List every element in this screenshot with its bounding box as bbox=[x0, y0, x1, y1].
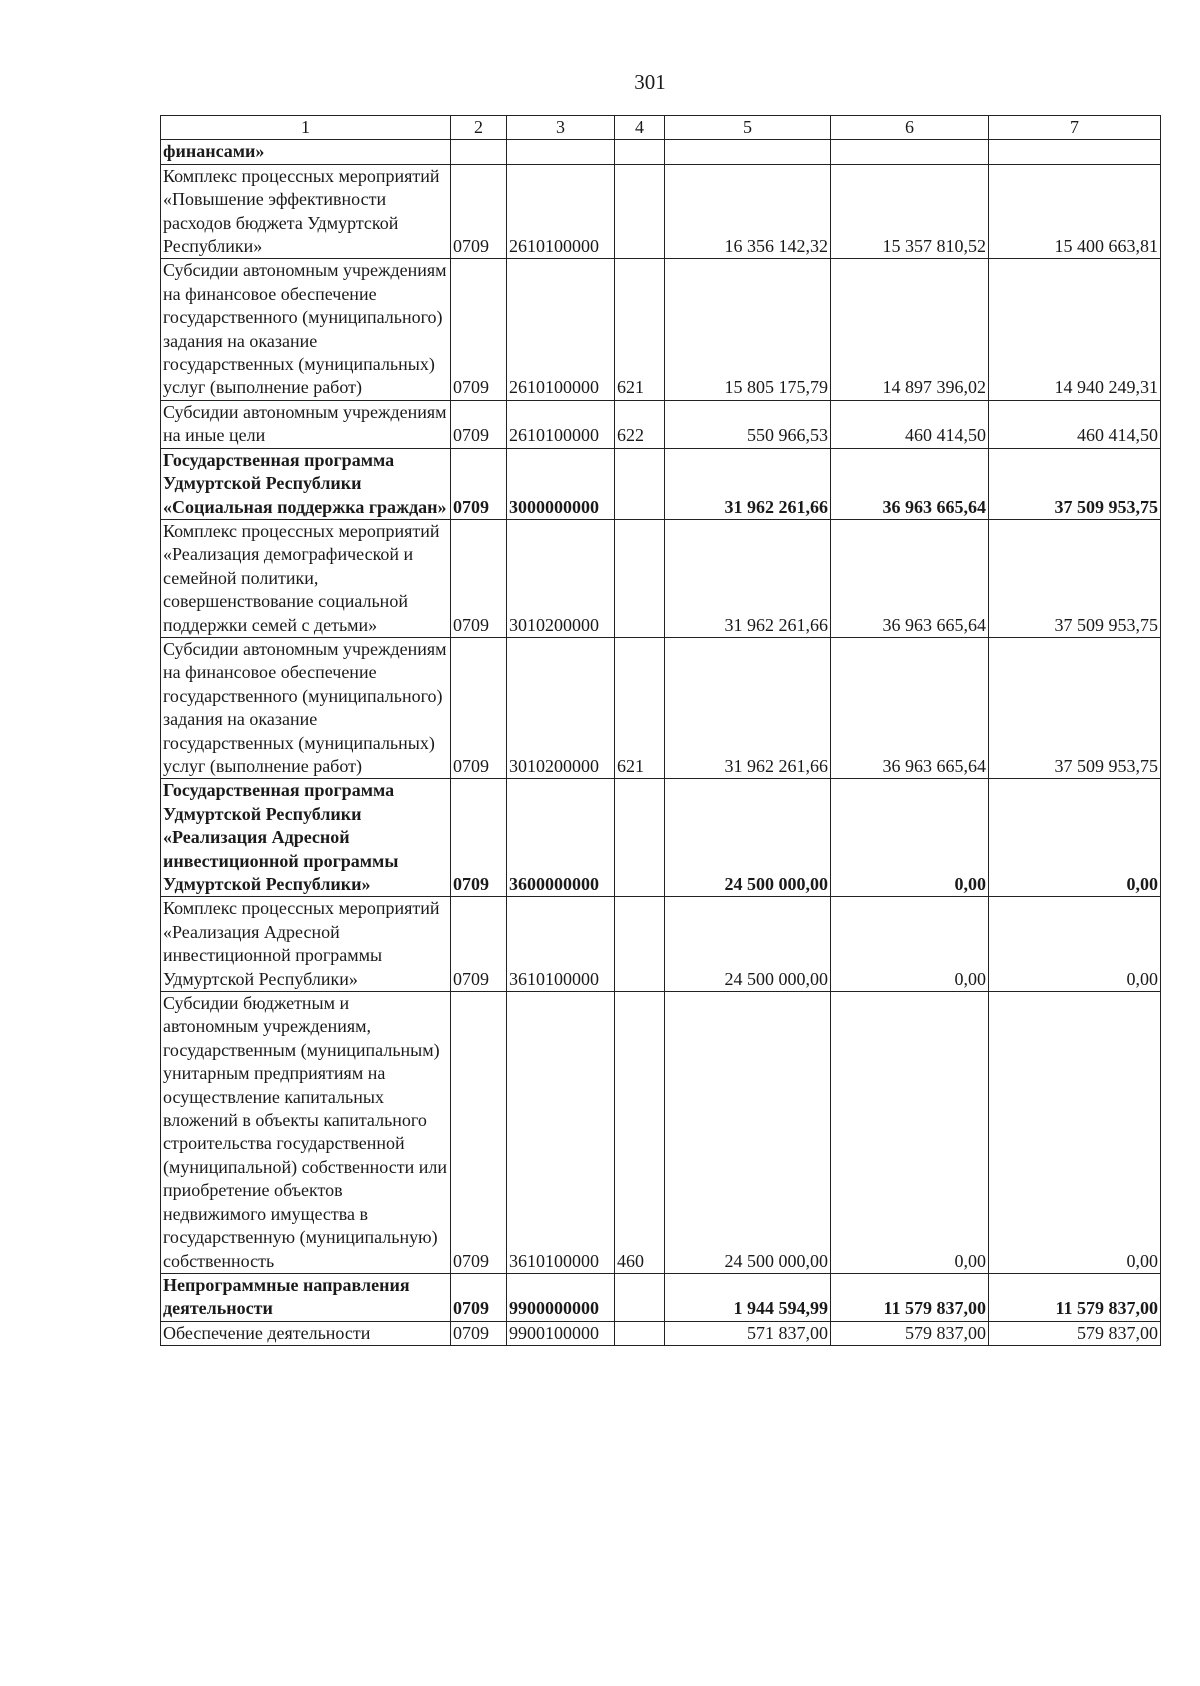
table-row bbox=[161, 779, 1161, 897]
row-name: Государственная программа Удмуртской Республики «Реализация Адресной инвестиционной программы Удмуртской Республики» bbox=[161, 779, 451, 897]
target-article-code: 2610100000 bbox=[507, 164, 615, 259]
expense-type-code bbox=[615, 519, 665, 637]
amount-year-1: 550 966,53 bbox=[665, 400, 831, 448]
table-row bbox=[161, 400, 1161, 448]
amount-year-3: 579 837,00 bbox=[989, 1321, 1161, 1345]
expense-type-code bbox=[615, 1273, 665, 1321]
amount-year-3: 15 400 663,81 bbox=[989, 164, 1161, 259]
target-article-code: 3610100000 bbox=[507, 992, 615, 1274]
amount-year-3: 37 509 953,75 bbox=[989, 448, 1161, 519]
table-row bbox=[161, 1273, 1161, 1321]
expense-type-code: 621 bbox=[615, 259, 665, 400]
section-code: 0709 bbox=[451, 1273, 507, 1321]
row-name: Непрограммные направления деятельности bbox=[161, 1273, 451, 1321]
amount-year-1: 16 356 142,32 bbox=[665, 164, 831, 259]
expense-type-code bbox=[615, 140, 665, 164]
amount-year-2: 36 963 665,64 bbox=[831, 637, 989, 778]
table-row bbox=[161, 164, 1161, 259]
amount-year-3: 0,00 bbox=[989, 779, 1161, 897]
target-article-code: 9900000000 bbox=[507, 1273, 615, 1321]
expense-type-code: 460 bbox=[615, 992, 665, 1274]
amount-year-2: 36 963 665,64 bbox=[831, 448, 989, 519]
column-number: 3 bbox=[507, 116, 615, 140]
amount-year-1: 24 500 000,00 bbox=[665, 897, 831, 992]
table-row bbox=[161, 448, 1161, 519]
section-code: 0709 bbox=[451, 400, 507, 448]
table-row bbox=[161, 992, 1161, 1274]
target-article-code: 9900100000 bbox=[507, 1321, 615, 1345]
row-name: Государственная программа Удмуртской Республики «Социальная поддержка граждан» bbox=[161, 448, 451, 519]
table-row bbox=[161, 140, 1161, 164]
target-article-code bbox=[507, 140, 615, 164]
expense-type-code: 621 bbox=[615, 637, 665, 778]
row-name: Комплекс процессных мероприятий «Реализация демографической и семейной политики, совершенствование социальной поддержки семей с детьми» bbox=[161, 519, 451, 637]
column-number: 1 bbox=[161, 116, 451, 140]
column-number: 6 bbox=[831, 116, 989, 140]
section-code: 0709 bbox=[451, 164, 507, 259]
expense-type-code bbox=[615, 448, 665, 519]
expense-type-code bbox=[615, 164, 665, 259]
expense-type-code: 622 bbox=[615, 400, 665, 448]
amount-year-3 bbox=[989, 140, 1161, 164]
column-number-row bbox=[161, 116, 1161, 140]
amount-year-1: 24 500 000,00 bbox=[665, 992, 831, 1274]
table-row bbox=[161, 1321, 1161, 1345]
amount-year-2: 0,00 bbox=[831, 897, 989, 992]
target-article-code: 3610100000 bbox=[507, 897, 615, 992]
amount-year-1: 31 962 261,66 bbox=[665, 448, 831, 519]
expense-type-code bbox=[615, 897, 665, 992]
page-number: 301 bbox=[634, 70, 666, 94]
amount-year-2 bbox=[831, 140, 989, 164]
column-number: 7 bbox=[989, 116, 1161, 140]
expense-type-code bbox=[615, 779, 665, 897]
expense-type-code bbox=[615, 1321, 665, 1345]
amount-year-1: 571 837,00 bbox=[665, 1321, 831, 1345]
amount-year-3: 460 414,50 bbox=[989, 400, 1161, 448]
section-code: 0709 bbox=[451, 259, 507, 400]
row-name: Субсидии бюджетным и автономным учреждениям, государственным (муниципальным) унитарным предприятиям на осуществление капитальных вложений в объекты капитального строительства государственной (муниципальной) собственности или приобретение объектов недвижимого имущества в государственную (муниципальную) собственность bbox=[161, 992, 451, 1274]
amount-year-2: 579 837,00 bbox=[831, 1321, 989, 1345]
row-name: Обеспечение деятельности bbox=[161, 1321, 451, 1345]
table-row bbox=[161, 637, 1161, 778]
amount-year-3: 0,00 bbox=[989, 897, 1161, 992]
amount-year-3: 14 940 249,31 bbox=[989, 259, 1161, 400]
section-code bbox=[451, 140, 507, 164]
target-article-code: 3000000000 bbox=[507, 448, 615, 519]
section-code: 0709 bbox=[451, 779, 507, 897]
amount-year-1: 1 944 594,99 bbox=[665, 1273, 831, 1321]
section-code: 0709 bbox=[451, 448, 507, 519]
row-name: Субсидии автономным учреждениям на финансовое обеспечение государственного (муниципального) задания на оказание государственных (муниципальных) услуг (выполнение работ) bbox=[161, 259, 451, 400]
section-code: 0709 bbox=[451, 637, 507, 778]
row-name: финансами» bbox=[161, 140, 451, 164]
amount-year-3: 11 579 837,00 bbox=[989, 1273, 1161, 1321]
column-number: 4 bbox=[615, 116, 665, 140]
amount-year-1: 15 805 175,79 bbox=[665, 259, 831, 400]
amount-year-2: 460 414,50 bbox=[831, 400, 989, 448]
amount-year-1: 24 500 000,00 bbox=[665, 779, 831, 897]
amount-year-3: 37 509 953,75 bbox=[989, 519, 1161, 637]
amount-year-1: 31 962 261,66 bbox=[665, 519, 831, 637]
section-code: 0709 bbox=[451, 1321, 507, 1345]
amount-year-2: 36 963 665,64 bbox=[831, 519, 989, 637]
section-code: 0709 bbox=[451, 519, 507, 637]
amount-year-2: 0,00 bbox=[831, 992, 989, 1274]
target-article-code: 2610100000 bbox=[507, 400, 615, 448]
column-number: 5 bbox=[665, 116, 831, 140]
table-row bbox=[161, 897, 1161, 992]
target-article-code: 3010200000 bbox=[507, 637, 615, 778]
target-article-code: 3600000000 bbox=[507, 779, 615, 897]
row-name: Субсидии автономным учреждениям на иные цели bbox=[161, 400, 451, 448]
target-article-code: 3010200000 bbox=[507, 519, 615, 637]
amount-year-2: 0,00 bbox=[831, 779, 989, 897]
amount-year-1 bbox=[665, 140, 831, 164]
amount-year-2: 11 579 837,00 bbox=[831, 1273, 989, 1321]
row-name: Комплекс процессных мероприятий «Реализация Адресной инвестиционной программы Удмуртской Республики» bbox=[161, 897, 451, 992]
section-code: 0709 bbox=[451, 992, 507, 1274]
amount-year-3: 37 509 953,75 bbox=[989, 637, 1161, 778]
amount-year-2: 15 357 810,52 bbox=[831, 164, 989, 259]
section-code: 0709 bbox=[451, 897, 507, 992]
amount-year-2: 14 897 396,02 bbox=[831, 259, 989, 400]
amount-year-1: 31 962 261,66 bbox=[665, 637, 831, 778]
table-row bbox=[161, 519, 1161, 637]
table-row bbox=[161, 259, 1161, 400]
amount-year-3: 0,00 bbox=[989, 992, 1161, 1274]
column-number: 2 bbox=[451, 116, 507, 140]
row-name: Субсидии автономным учреждениям на финансовое обеспечение государственного (муниципального) задания на оказание государственных (муниципальных) услуг (выполнение работ) bbox=[161, 637, 451, 778]
row-name: Комплекс процессных мероприятий «Повышение эффективности расходов бюджета Удмуртской Республики» bbox=[161, 164, 451, 259]
target-article-code: 2610100000 bbox=[507, 259, 615, 400]
budget-table bbox=[160, 115, 1161, 1346]
